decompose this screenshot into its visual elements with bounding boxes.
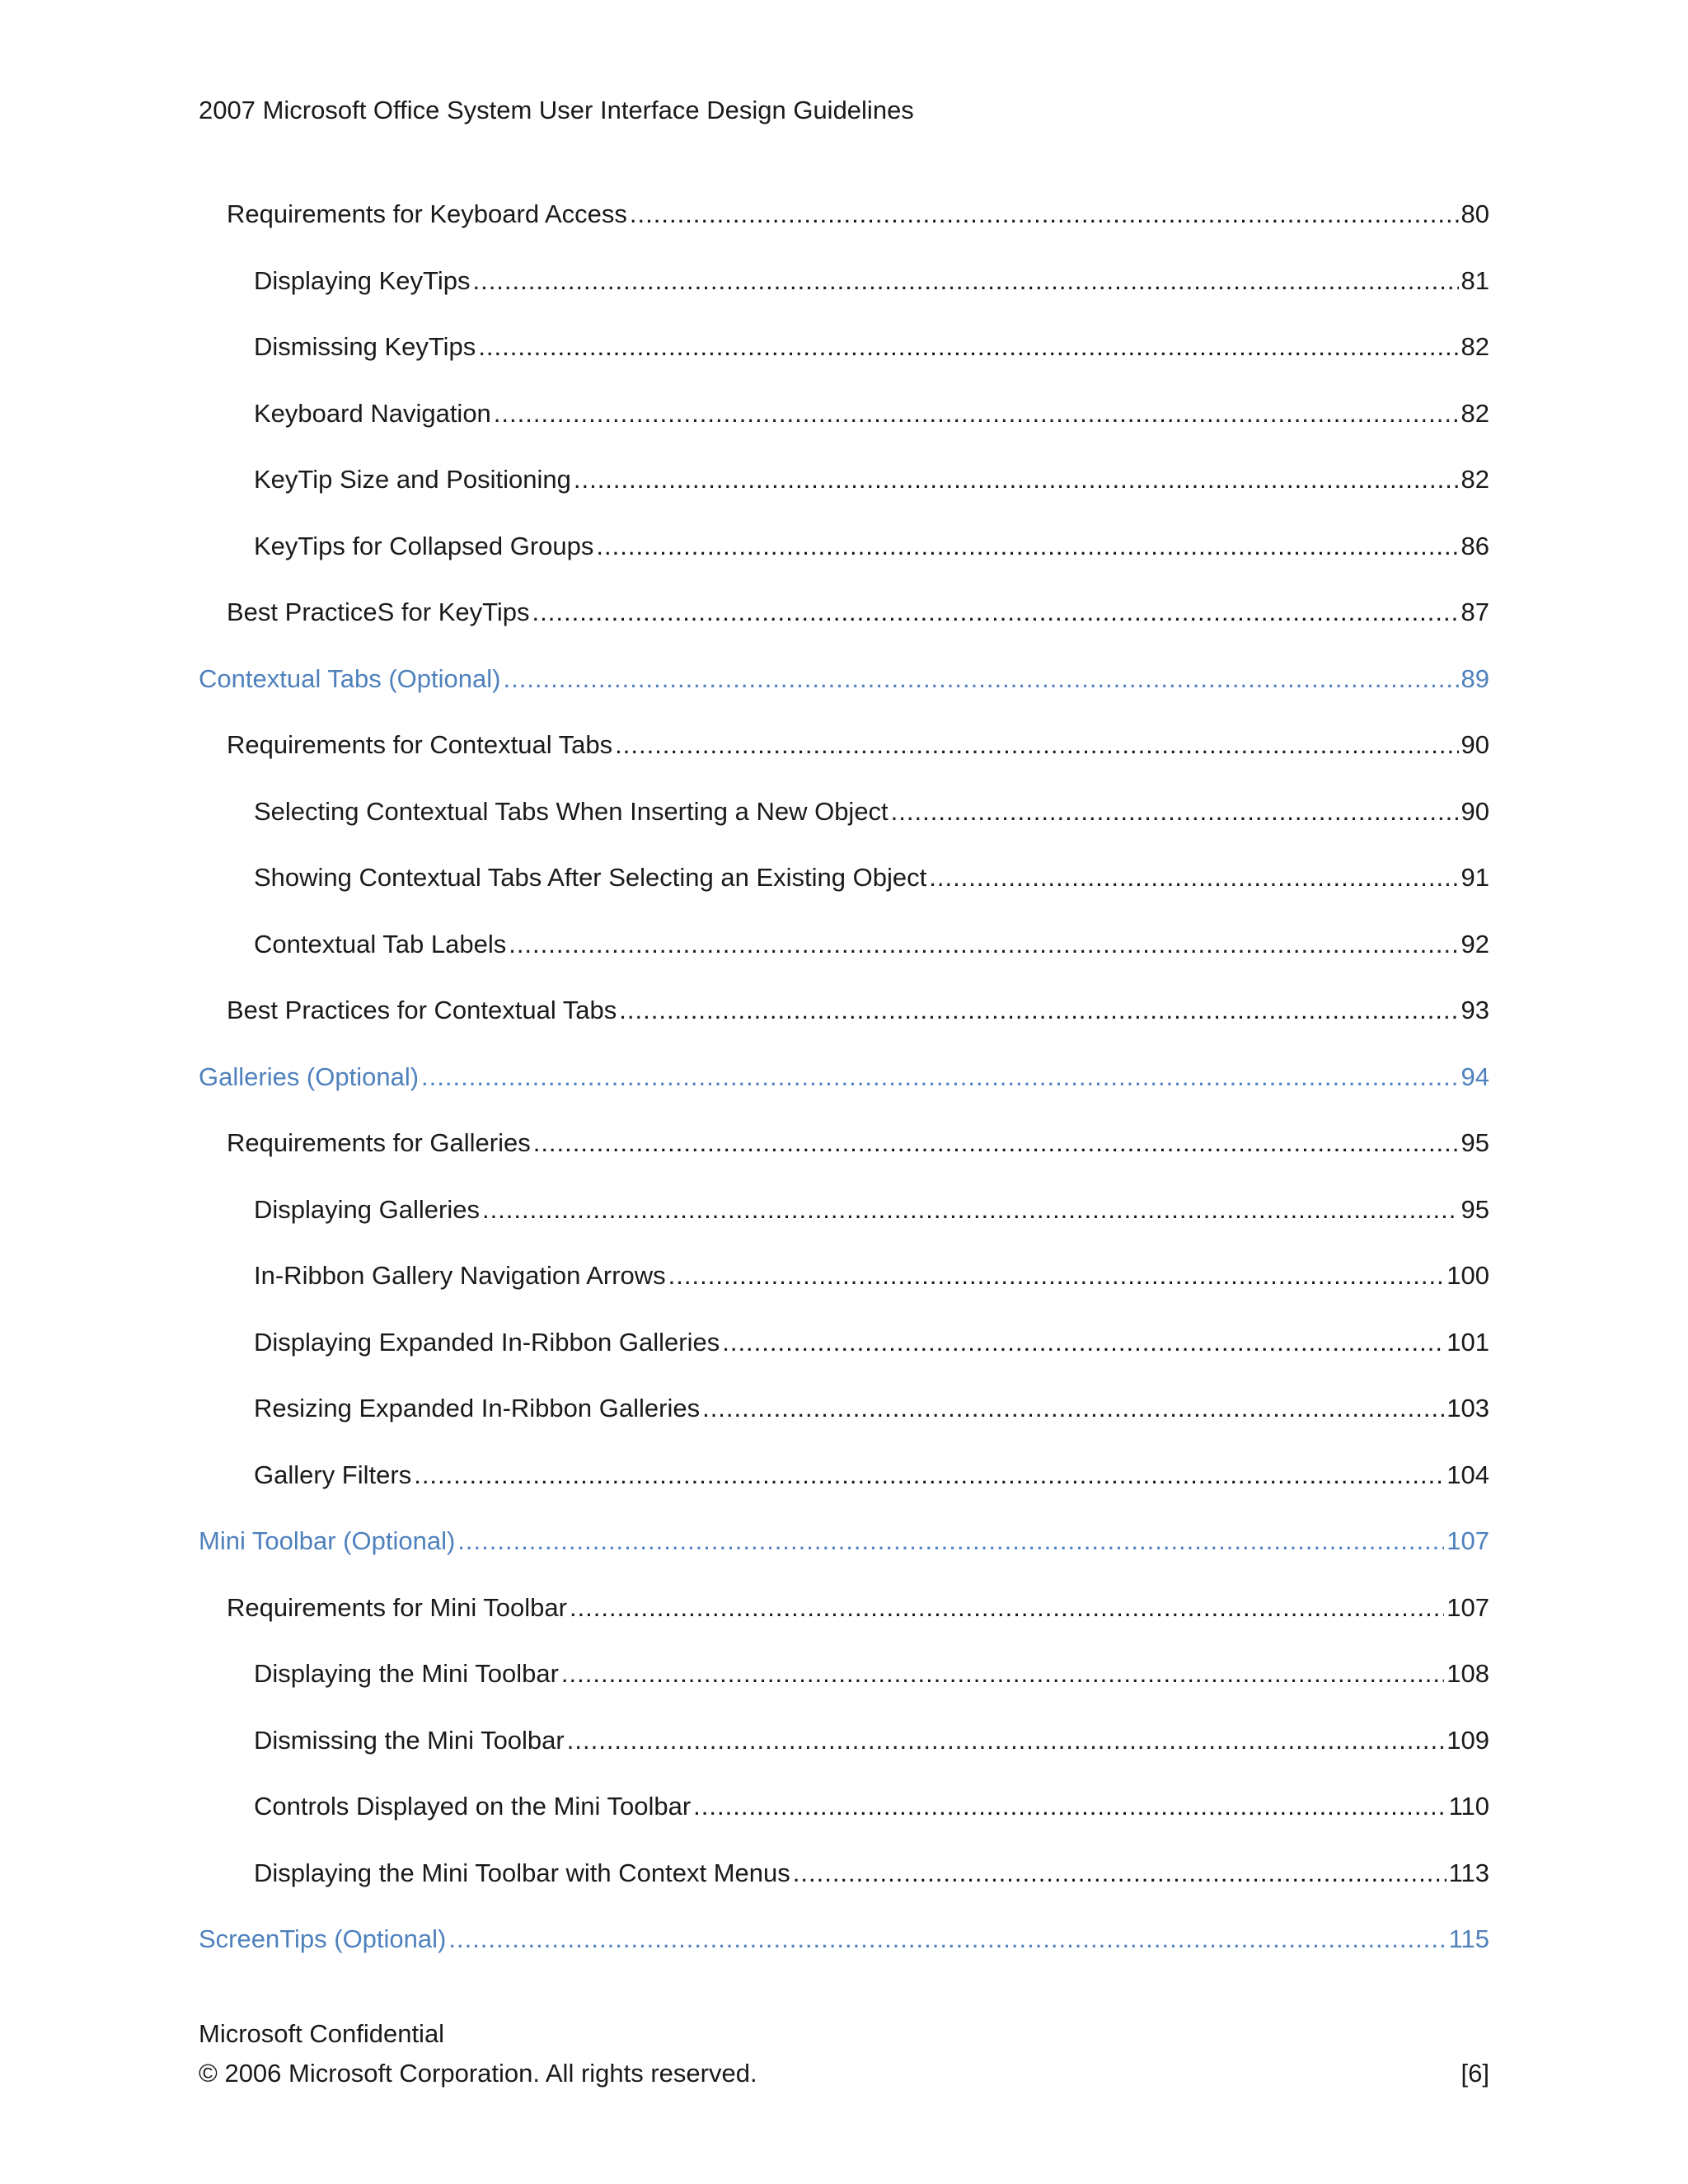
toc-entry-page: 92 xyxy=(1461,929,1489,958)
toc-entry[interactable] xyxy=(199,462,1489,528)
toc-entry-page: 90 xyxy=(1461,796,1489,826)
toc-entry-title: Showing Contextual Tabs After Selecting an Existing Object xyxy=(254,863,927,892)
table-of-contents xyxy=(199,196,1489,1988)
toc-entry[interactable] xyxy=(199,794,1489,860)
toc-dot-leader xyxy=(482,1192,1459,1228)
footer-page-number: [6] xyxy=(1461,2059,1489,2088)
toc-dot-leader xyxy=(891,794,1459,830)
toc-entry-title: Contextual Tab Labels xyxy=(254,929,507,958)
toc-entry-title: Selecting Contextual Tabs When Inserting a New Object xyxy=(254,796,889,826)
toc-entry-title: Dismissing KeyTips xyxy=(254,332,476,361)
toc-entry-title: Controls Displayed on the Mini Toolbar xyxy=(254,1792,692,1821)
toc-section-link[interactable] xyxy=(199,1523,1489,1590)
toc-dot-leader xyxy=(532,594,1459,630)
toc-entry-title: Gallery Filters xyxy=(254,1460,412,1489)
toc-entry-page: 94 xyxy=(1461,1062,1489,1091)
toc-dot-leader xyxy=(630,196,1459,232)
toc-dot-leader xyxy=(472,263,1458,299)
toc-entry-page: 87 xyxy=(1461,598,1489,626)
toc-dot-leader xyxy=(570,1590,1444,1626)
toc-dot-leader xyxy=(533,1125,1459,1161)
toc-dot-leader xyxy=(567,1722,1445,1759)
toc-dot-leader xyxy=(457,1523,1444,1559)
toc-dot-leader xyxy=(693,1788,1446,1825)
toc-dot-leader xyxy=(561,1656,1444,1692)
toc-dot-leader xyxy=(478,329,1458,365)
footer-confidential: Microsoft Confidential xyxy=(199,2019,445,2048)
toc-entry-page: 89 xyxy=(1461,663,1489,693)
toc-dot-leader xyxy=(509,926,1458,963)
toc-entry[interactable] xyxy=(199,1855,1489,1922)
toc-entry-page: 91 xyxy=(1461,863,1489,892)
toc-dot-leader xyxy=(615,727,1458,763)
toc-entry-title: Requirements for Mini Toolbar xyxy=(227,1592,567,1622)
toc-entry-title: Displaying Galleries xyxy=(254,1194,480,1224)
toc-entry-page: 113 xyxy=(1448,1858,1489,1887)
toc-entry-title: KeyTips for Collapsed Groups xyxy=(254,531,594,560)
toc-entry-title: Keyboard Navigation xyxy=(254,398,491,428)
toc-entry-title: Dismissing the Mini Toolbar xyxy=(254,1725,565,1755)
toc-entry-page: 115 xyxy=(1448,1924,1489,1953)
toc-entry[interactable] xyxy=(199,1590,1489,1657)
toc-entry[interactable] xyxy=(199,926,1489,993)
toc-entry-page: 109 xyxy=(1447,1725,1489,1755)
toc-entry[interactable] xyxy=(199,196,1489,263)
toc-entry[interactable] xyxy=(199,1656,1489,1722)
toc-entry-title: Best Practices for Contextual Tabs xyxy=(227,996,617,1024)
toc-entry-page: 93 xyxy=(1461,996,1489,1024)
toc-dot-leader xyxy=(596,528,1458,565)
toc-entry-page: 100 xyxy=(1447,1261,1489,1290)
toc-entry-page: 107 xyxy=(1447,1526,1489,1555)
toc-entry-page: 104 xyxy=(1447,1460,1489,1489)
toc-dot-leader xyxy=(619,992,1458,1029)
toc-entry[interactable] xyxy=(199,1324,1489,1391)
toc-entry[interactable] xyxy=(199,329,1489,396)
toc-entry[interactable] xyxy=(199,992,1489,1059)
toc-entry-page: 108 xyxy=(1447,1659,1489,1688)
toc-dot-leader xyxy=(503,661,1458,697)
toc-entry-title: Displaying Expanded In-Ribbon Galleries xyxy=(254,1327,720,1357)
toc-entry-page: 95 xyxy=(1461,1194,1489,1224)
toc-section-link[interactable] xyxy=(199,1921,1489,1988)
toc-entry-page: 81 xyxy=(1461,265,1489,295)
toc-entry-title: Mini Toolbar (Optional) xyxy=(199,1526,456,1555)
toc-entry-page: 82 xyxy=(1461,465,1489,494)
toc-dot-leader xyxy=(448,1921,1446,1957)
toc-entry-page: 80 xyxy=(1461,199,1489,228)
toc-dot-leader xyxy=(702,1390,1444,1427)
toc-entry-title: Requirements for Contextual Tabs xyxy=(227,730,613,759)
toc-entry-title: Resizing Expanded In-Ribbon Galleries xyxy=(254,1394,701,1422)
toc-entry-page: 101 xyxy=(1447,1327,1489,1357)
toc-dot-leader xyxy=(414,1457,1444,1493)
toc-entry[interactable] xyxy=(199,1457,1489,1524)
toc-entry-title: Displaying KeyTips xyxy=(254,265,471,295)
toc-dot-leader xyxy=(668,1258,1445,1294)
toc-entry[interactable] xyxy=(199,1258,1489,1324)
toc-dot-leader xyxy=(793,1855,1447,1891)
toc-dot-leader xyxy=(494,396,1459,432)
toc-dot-leader xyxy=(929,860,1458,896)
toc-entry-title: Displaying the Mini Toolbar xyxy=(254,1659,559,1688)
toc-entry-title: Displaying the Mini Toolbar with Context Menus xyxy=(254,1858,790,1887)
toc-dot-leader xyxy=(722,1324,1444,1361)
toc-entry[interactable] xyxy=(199,1390,1489,1457)
toc-section-link[interactable] xyxy=(199,661,1489,728)
toc-entry[interactable] xyxy=(199,1788,1489,1855)
toc-entry[interactable] xyxy=(199,396,1489,462)
toc-entry-title: KeyTip Size and Positioning xyxy=(254,465,571,494)
toc-entry[interactable] xyxy=(199,1125,1489,1192)
toc-entry-page: 110 xyxy=(1448,1792,1489,1821)
toc-entry-page: 107 xyxy=(1447,1592,1489,1622)
toc-entry-title: In-Ribbon Gallery Navigation Arrows xyxy=(254,1261,666,1290)
toc-section-link[interactable] xyxy=(199,1059,1489,1126)
toc-entry-title: Requirements for Galleries xyxy=(227,1128,531,1157)
toc-entry[interactable] xyxy=(199,528,1489,595)
toc-entry[interactable] xyxy=(199,727,1489,794)
toc-entry-page: 103 xyxy=(1447,1394,1489,1422)
footer-copyright-line xyxy=(199,2054,1489,2093)
toc-entry-page: 86 xyxy=(1461,531,1489,560)
toc-entry[interactable] xyxy=(199,263,1489,330)
toc-dot-leader xyxy=(574,462,1459,498)
toc-entry[interactable] xyxy=(199,594,1489,661)
toc-entry-title: Best PracticeS for KeyTips xyxy=(227,598,530,626)
toc-entry-title: Contextual Tabs (Optional) xyxy=(199,663,501,693)
page-header: 2007 Microsoft Office System User Interface Design Guidelines xyxy=(199,96,914,124)
toc-entry-title: Galleries (Optional) xyxy=(199,1062,420,1091)
toc-entry-page: 95 xyxy=(1461,1128,1489,1157)
toc-entry[interactable] xyxy=(199,860,1489,926)
toc-dot-leader xyxy=(421,1059,1458,1095)
toc-entry[interactable] xyxy=(199,1192,1489,1258)
toc-entry-title: Requirements for Keyboard Access xyxy=(227,199,627,228)
toc-entry-title: ScreenTips (Optional) xyxy=(199,1924,447,1953)
page-footer xyxy=(199,2014,1489,2093)
toc-entry[interactable] xyxy=(199,1722,1489,1789)
toc-entry-page: 82 xyxy=(1461,332,1489,361)
footer-copyright: © 2006 Microsoft Corporation. All rights reserved. xyxy=(199,2059,757,2088)
toc-entry-page: 82 xyxy=(1461,398,1489,428)
toc-entry-page: 90 xyxy=(1461,730,1489,759)
